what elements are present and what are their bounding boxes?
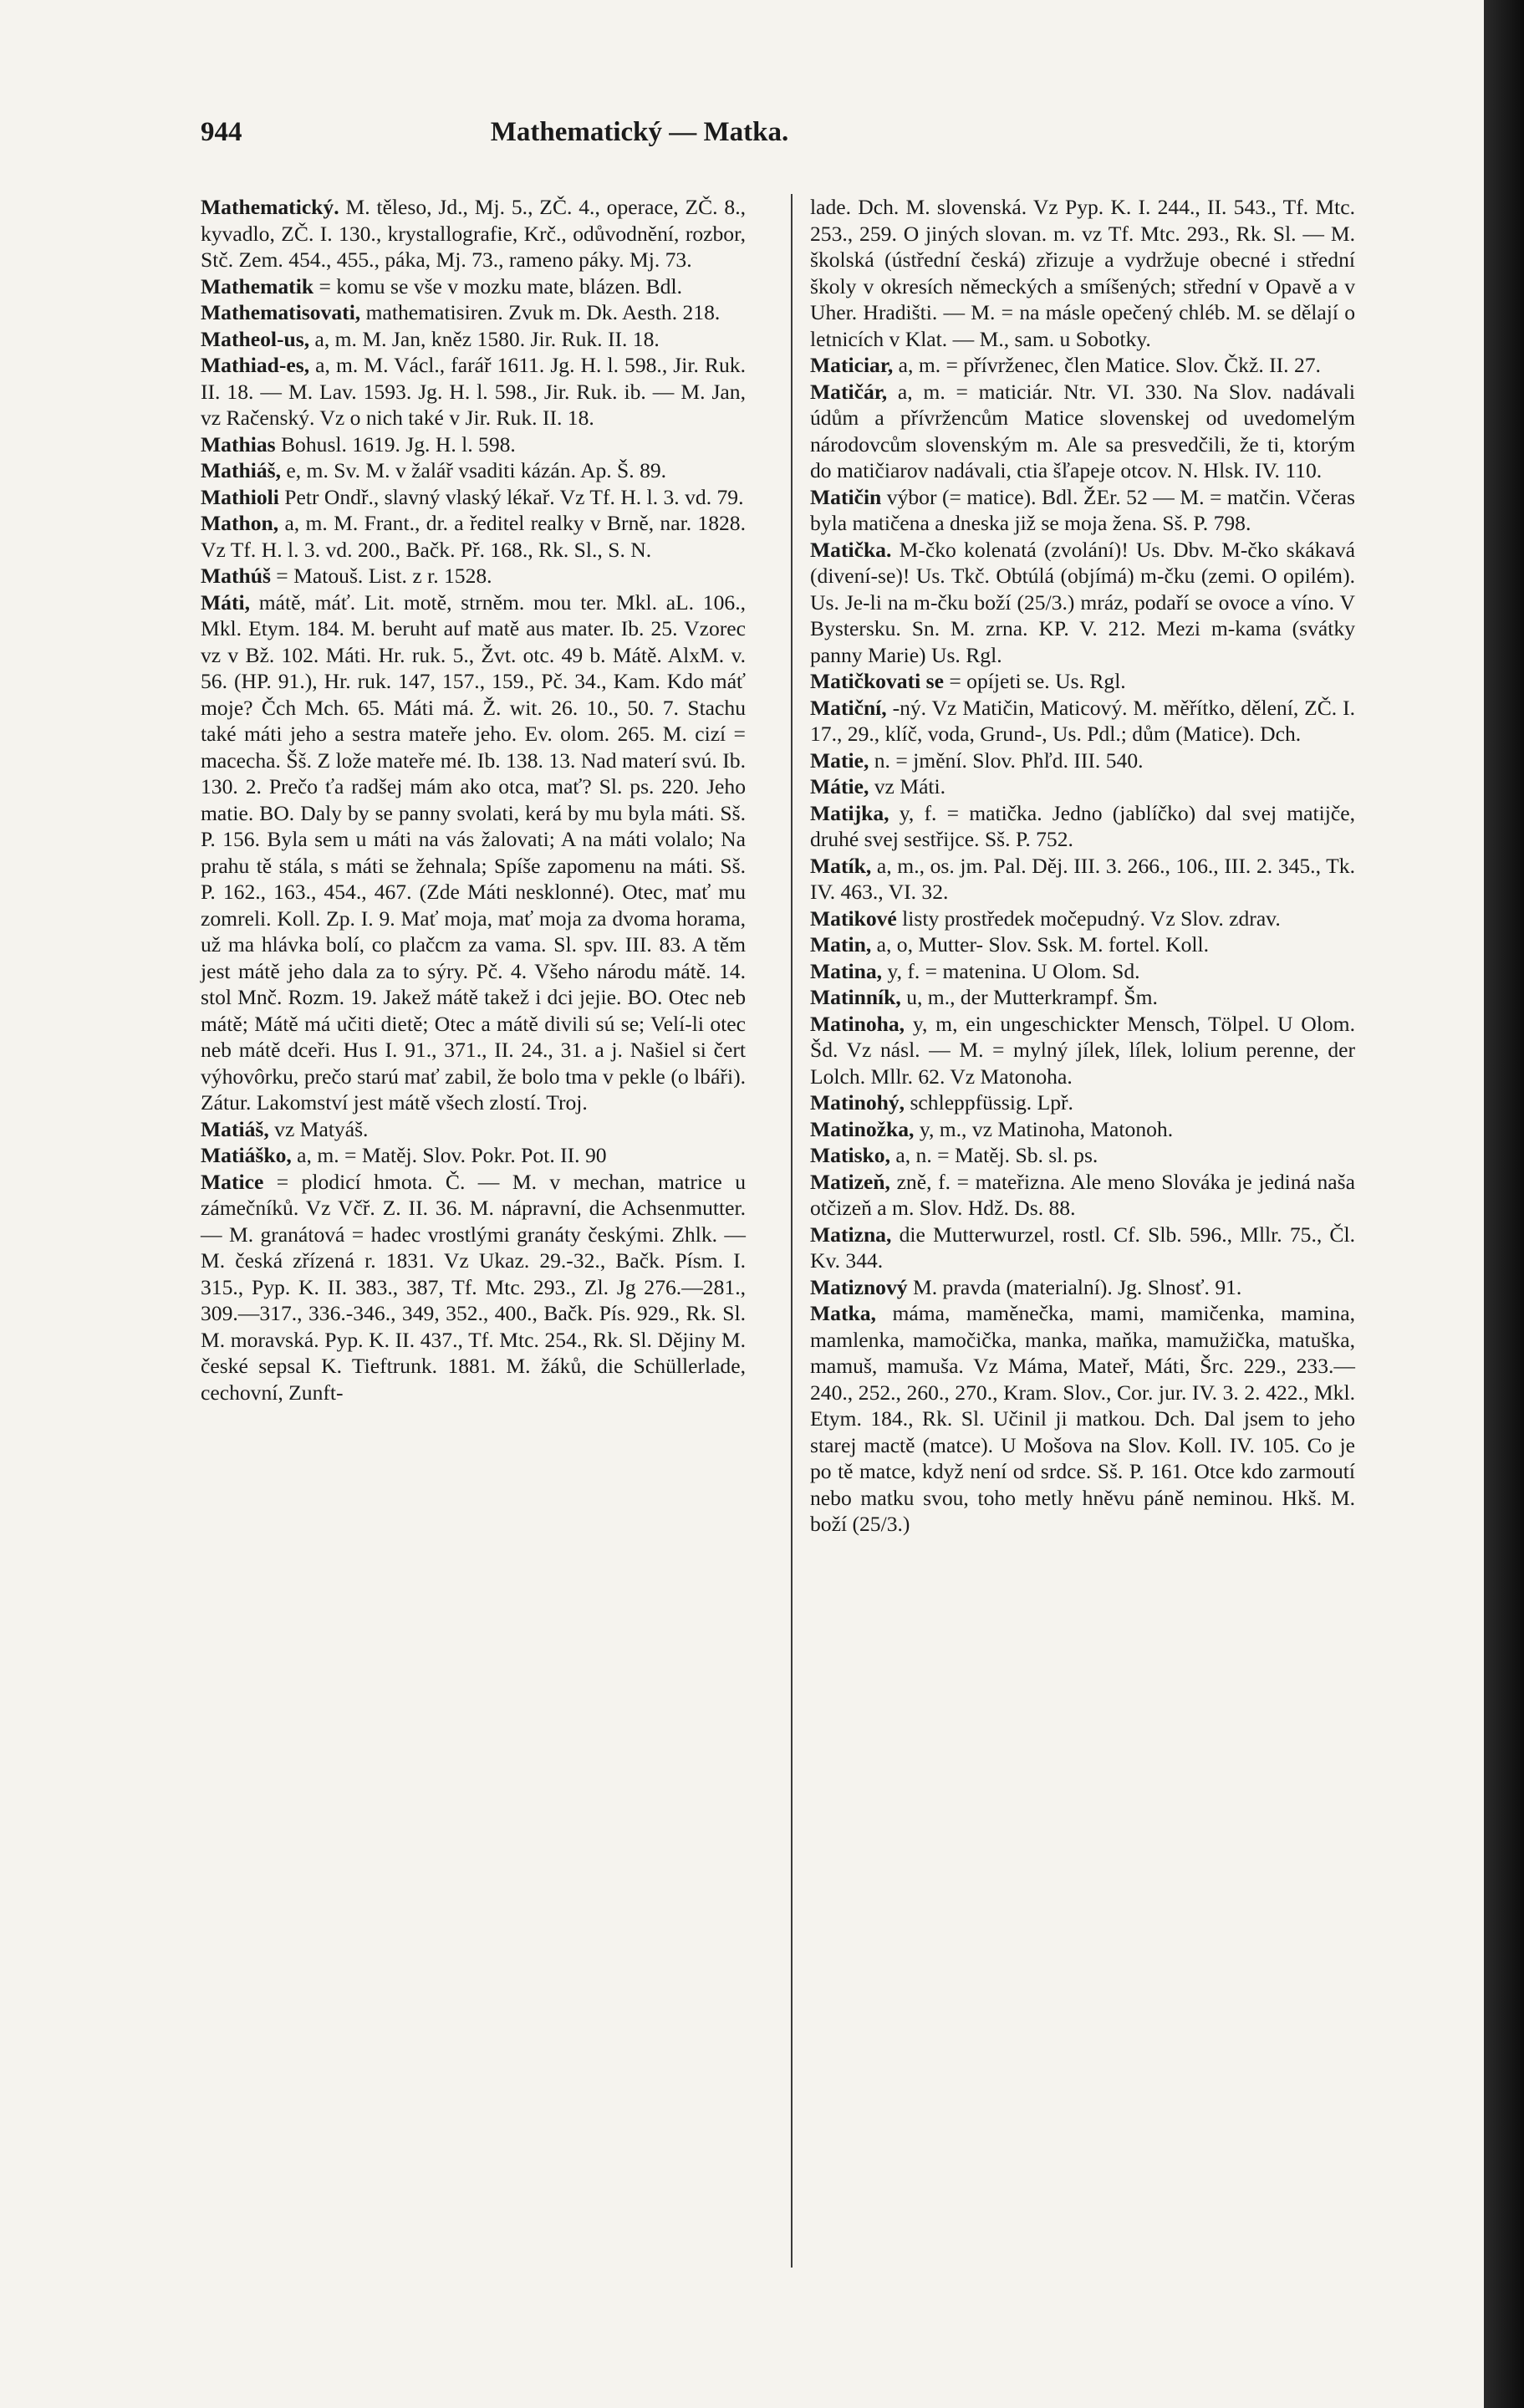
dictionary-entry xyxy=(201,299,746,326)
entry-text: výbor (= matice). Bdl. ŽEr. 52 — M. = matčin. Včeras byla matičena a dneska již se moja žena. Sš. P. 798. xyxy=(810,484,1355,535)
entry-headword: Matheol-us, xyxy=(201,326,310,351)
entry-headword: Matík, xyxy=(810,853,872,878)
dictionary-entry xyxy=(201,326,746,353)
dictionary-entry xyxy=(810,853,1355,906)
left-column xyxy=(201,194,746,1406)
dictionary-entry xyxy=(201,352,746,431)
entry-text: mathematisiren. Zvuk m. Dk. Aesth. 218. xyxy=(360,300,721,324)
entry-text: lade. Dch. M. slovenská. Vz Pyp. K. I. 244., II. 543., Tf. Mtc. 253., 259. O jiných slovan. m. vz Tf. Mtc. 293., Rk. Sl. — M. školská (ústřední česká) zřizuje a vydržuje obecné i střední školy v okresích německých a smíšených; střední v Opavě a v Uher. Hradišti. — M. = na másle opečený chléb. M. se dělají o letnicích v Klat. — M., sam. u Sobotky. xyxy=(810,195,1355,351)
dictionary-entry xyxy=(810,1274,1355,1301)
dictionary-entry xyxy=(201,273,746,300)
dictionary-entry xyxy=(201,563,746,589)
entry-headword: Matijka, xyxy=(810,800,889,825)
entry-text: die Mutterwurzel, rostl. Cf. Slb. 596., Mllr. 75., Čl. Kv. 344. xyxy=(810,1222,1355,1273)
entry-headword: Matiznový xyxy=(810,1274,908,1299)
entry-headword: Mathias xyxy=(201,431,276,457)
entry-headword: Maticiar, xyxy=(810,353,894,377)
entry-text: y, m., vz Matinoha, Matonoh. xyxy=(914,1116,1174,1141)
entry-text: M-čko kolenatá (zvolání)! Us. Dbv. M-čko skákavá (divení-se)! Us. Tkč. Obtúlá (objímá) m-čku (zemi. O opilém). Us. Je-li na m-čku boží (25/3.) mráz, podaří se ovoce a víno. V Bystersku. Sn. M. zrna. KP. V. 212. Mezi m-kama (svátky panny Marie) Us. Rgl. xyxy=(810,537,1355,667)
entry-text: Petr Ondř., slavný vlaský lékař. Vz Tf. H. l. 3. vd. 79. xyxy=(278,484,744,509)
entry-headword: Mathematisovati, xyxy=(201,300,361,324)
entry-headword: Matinohý, xyxy=(810,1090,905,1115)
dictionary-entry xyxy=(810,958,1355,985)
dictionary-entry xyxy=(810,1011,1355,1090)
entry-text: M. těleso, Jd., Mj. 5., ZČ. 4., operace, ZČ. 8., kyvadlo, ZČ. I. 130., krystallografie, Krč., odůvodnění, rozbor, Stč. Zem. 454., 455., páka, Mj. 73., rameno páky. Mj. 73. xyxy=(201,195,746,272)
entry-headword: Mathematický. xyxy=(201,195,339,219)
entry-text: e, m. Sv. M. v žalář vsaditi kázán. Ap. Š. 89. xyxy=(280,458,667,482)
dictionary-entry xyxy=(201,194,746,273)
entry-text: vz Máti. xyxy=(869,774,946,798)
dictionary-entry xyxy=(810,1300,1355,1538)
entry-text: y, f. = matička. Jedno (jablíčko) dal svej matijče, druhé svej sestřijce. Sš. P. 752. xyxy=(810,800,1355,851)
dictionary-entry xyxy=(201,431,746,458)
entry-headword: Matiční, xyxy=(810,695,887,720)
entry-headword: Matičkovati se xyxy=(810,669,944,693)
entry-headword: Matinožka, xyxy=(810,1116,915,1141)
entry-text: = komu se vše v mozku mate, blázen. Bdl. xyxy=(313,273,682,298)
entry-text: listy prostředek močepudný. Vz Slov. zdrav. xyxy=(896,906,1281,931)
entry-headword: Matina, xyxy=(810,958,883,983)
entry-headword: Matizeň, xyxy=(810,1169,890,1194)
dictionary-entry xyxy=(810,379,1355,484)
entry-headword: Mátie, xyxy=(810,774,869,798)
dictionary-entry xyxy=(201,457,746,484)
entry-headword: Matička. xyxy=(810,537,892,562)
entry-headword: Mathiad-es, xyxy=(201,353,310,377)
entry-text: u, m., der Mutterkrampf. Šm. xyxy=(900,985,1158,1009)
entry-text: a, m. M. Václ., farář 1611. Jg. H. l. 598., Jir. Ruk. II. 18. — M. Lav. 1593. Jg. H. l. 598., Jir. Ruk. ib. — M. Jan, vz Račenský. Vz o nich také v Jir. Ruk. II. 18. xyxy=(201,353,746,430)
entry-headword: Matie, xyxy=(810,747,869,773)
entry-headword: Mathioli xyxy=(201,484,279,509)
entry-text: schleppfüssig. Lpř. xyxy=(905,1090,1073,1115)
dictionary-entry xyxy=(201,1116,746,1143)
dictionary-entry xyxy=(810,695,1355,747)
dictionary-entry xyxy=(810,1089,1355,1116)
dictionary-entry xyxy=(810,906,1355,932)
entry-text: a, m. = přívrženec, člen Matice. Slov. Čkž. II. 27. xyxy=(893,353,1321,377)
entry-text: a, m. M. Jan, kněz 1580. Jir. Ruk. II. 18. xyxy=(309,326,660,351)
dictionary-entry xyxy=(810,1116,1355,1143)
entry-text: n. = jmění. Slov. Phľd. III. 540. xyxy=(869,747,1144,773)
column-divider xyxy=(791,194,793,2268)
dictionary-entry xyxy=(810,1169,1355,1222)
entry-headword: Matisko, xyxy=(810,1143,890,1167)
running-head xyxy=(201,117,1078,150)
entry-headword: Mathon, xyxy=(201,511,279,535)
entry-headword: Máti, xyxy=(201,589,250,615)
dictionary-entry xyxy=(810,668,1355,695)
dictionary-entry xyxy=(810,537,1355,669)
scan-edge xyxy=(1484,0,1524,2408)
right-column xyxy=(810,194,1355,1538)
entry-text: a, o, Mutter- Slov. Ssk. M. fortel. Koll. xyxy=(871,932,1209,957)
entry-headword: Mathiáš, xyxy=(201,458,281,482)
dictionary-entry xyxy=(810,1142,1355,1169)
dictionary-entry xyxy=(201,589,746,1116)
entry-headword: Mathematik xyxy=(201,273,314,298)
entry-text: mátě, máť. Lit. motě, strněm. mou ter. Mkl. aL. 106., Mkl. Etym. 184. M. beruht auf matě aus mater. Ib. 25. Vzorec vz v Bž. 102. Máti. Hr. ruk. 5., Žvt. otc. 49 b. Mátě. AlxM. v. 56. (HP. 91.), Hr. ruk. 147, 157., 159., Pč. 34., Kam. Kdo máť moje? Čch Mch. 65. Máti má. Ž. wit. 26. 10., 50. 7. Stachu také máti jeho a sestra mateře jeho. Ev. olom. 265. M. cizí = macecha. Šš. Z lože mateře mé. Ib. 138. 13. Nad materí svú. Ib. 130. 2. Prečo ťa radšej mám ako otca, mať? Sl. ps. 220. Jeho matie. BO. Daly by se panny svolati, kerá by mu byla máti. Sš. P. 156. Byla sem u máti na vás žalovati; A na máti volalo; Na prahu tě stála, s máti se žehnala; Spíše zapomenu na máti. Sš. P. 162., 163., 454., 467. (Zde Máti nesklonné). Otec, mať mu zomreli. Koll. Zp. I. 9. Mať moja, mať moja za dvoma horama, už ma hlávka bolí, co plačcm za vama. Sl. spv. III. 83. A těm jest mátě jeho dala za to sýry. Pč. 4. Všeho národu mátě. 14. stol Mnč. Rozm. 19. Jakež mátě takež i dci jejie. BO. Otec neb mátě; Mátě má učiti dietě; Otec a mátě divili sú se; Velí-li otec neb mátě dceři. Hus I. 91., 371., II. 24., 31. a j. Našiel si čert výhovôrku, prečo starú mať zabil, že bolo tma v pekle (o lbáři). Zátur. Lakomství jest mátě všech zlostí. Troj. xyxy=(201,589,746,1115)
dictionary-entry xyxy=(201,1169,746,1406)
entry-text: y, f. = matenina. U Olom. Sd. xyxy=(882,958,1140,983)
entry-headword: Matikové xyxy=(810,906,897,931)
dictionary-entry xyxy=(201,484,746,511)
dictionary-entry xyxy=(810,931,1355,958)
dictionary-entry xyxy=(810,194,1355,352)
entry-headword: Mathúš xyxy=(201,564,271,588)
entry-headword: Matizna, xyxy=(810,1222,892,1247)
page-number: 944 xyxy=(201,117,242,147)
entry-text: -ný. Vz Matičin, Maticový. M. měřítko, dělení, ZČ. I. 17., 29., klíč, voda, Grund-, Us. Pdl.; dům (Matice). Dch. xyxy=(810,695,1355,746)
dictionary-entry xyxy=(810,352,1355,379)
entry-text: a, m. M. Frant., dr. a ředitel realky v Brně, nar. 1828. Vz Tf. H. l. 3. vd. 200., Bačk. Př. 168., Rk. Sl., S. N. xyxy=(201,511,746,562)
entry-text: y, m, ein ungeschickter Mensch, Tölpel. U Olom. Šd. Vz násl. — M. = mylný jílek, lílek, lolium perenne, der Lolch. Mllr. 62. Vz Matonoha. xyxy=(810,1011,1355,1089)
dictionary-entry xyxy=(810,747,1355,774)
entry-text: a, m. = maticiár. Ntr. VI. 330. Na Slov. nadávali údům a přívržencům Matice slovenskej od uvedomelým národovcům slovenským m. Ale sa presvedčili, že ti, ktorým do matičiarov nadávali, ctia šľapeje otcov. N. Hlsk. IV. 110. xyxy=(810,379,1355,482)
entry-headword: Matinoha, xyxy=(810,1011,905,1036)
entry-headword: Matičár, xyxy=(810,379,888,404)
entry-headword: Matičin xyxy=(810,484,882,509)
entry-text: = plodicí hmota. Č. — M. v mechan, matrice u zámečníků. Vz Včř. Z. II. 36. M. nápravní, die Achsenmutter. — M. granátová = hadec vrostlými granáty českými. Zhlk. — M. česká zřízená r. 1831. Vz Ukaz. 29.-32., Bačk. Písm. I. 315., Pyp. K. II. 383., 387, Tf. Mtc. 293., Zl. Jg 276.—281., 309.—317., 336.-346., 349, 352., 400., Bačk. Pís. 929., Rk. Sl. M. moravská. Pyp. K. II. 437., Tf. Mtc. 254., Rk. Sl. Dějiny M. české sepsal K. Tieftrunk. 1881. M. žáků, die Schüllerlade, cechovní, Zunft- xyxy=(201,1169,746,1405)
dictionary-entry xyxy=(810,800,1355,853)
dictionary-entry xyxy=(810,484,1355,537)
entry-headword: Matinník, xyxy=(810,985,901,1009)
entry-text: máma, maměnečka, mami, mamičenka, mamina, mamlenka, mamočička, manka, maňka, mamužička, matuška, mamuš, mamuša. Vz Máma, Mateř, Máti, Šrc. 229., 233.—240., 252., 260., 270., Kram. Slov., Cor. jur. IV. 3. 2. 422., Mkl. Etym. 184., Rk. Sl. Učinil ji matkou. Dch. Dal jsem to jeho starej mactě (matce). U Mošova na Slov. Koll. IV. 105. Co je po tě matce, když není od srdce. Sš. P. 161. Otce kdo zarmoutí nebo matku svou, toho metly hněvu páně neminou. Hkš. M. boží (25/3.) xyxy=(810,1301,1355,1536)
entry-text: a, m., os. jm. Pal. Děj. III. 3. 266., 106., III. 2. 345., Tk. IV. 463., VI. 32. xyxy=(810,853,1355,904)
entry-text: vz Matyáš. xyxy=(268,1116,369,1141)
dictionary-entry xyxy=(201,510,746,563)
entry-text: = Matouš. List. z r. 1528. xyxy=(270,564,492,588)
dictionary-entry xyxy=(201,1142,746,1169)
entry-text: a, m. = Matěj. Slov. Pokr. Pot. II. 90 xyxy=(291,1143,607,1167)
entry-headword: Matiáško, xyxy=(201,1143,292,1167)
entry-text: = opíjeti se. Us. Rgl. xyxy=(943,669,1126,693)
entry-headword: Matka, xyxy=(810,1301,876,1325)
entry-headword: Matiáš, xyxy=(201,1116,269,1141)
dictionary-entry xyxy=(810,984,1355,1011)
entry-headword: Matice xyxy=(201,1169,264,1194)
entry-text: zně, f. = mateřizna. Ale meno Slováka je jediná naša otčizeň a m. Slov. Hdž. Ds. 88. xyxy=(810,1169,1355,1220)
dictionary-entry xyxy=(810,773,1355,800)
page-title: Mathematický — Matka. xyxy=(490,117,789,147)
entry-headword: Matin, xyxy=(810,932,872,957)
entry-text: Bohusl. 1619. Jg. H. l. 598. xyxy=(275,431,516,457)
dictionary-entry xyxy=(810,1222,1355,1274)
entry-text: a, n. = Matěj. Sb. sl. ps. xyxy=(889,1143,1098,1167)
entry-text: M. pravda (materialní). Jg. Slnosť. 91. xyxy=(907,1274,1242,1299)
